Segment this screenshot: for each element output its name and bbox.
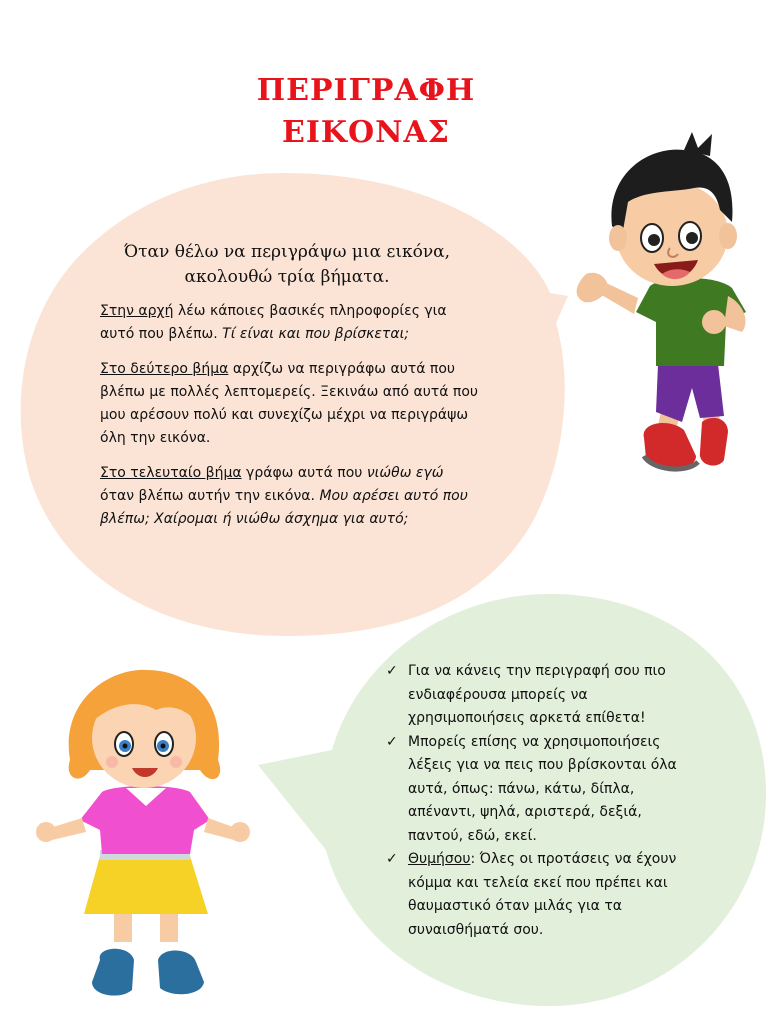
step-3-paragraph (100, 462, 480, 531)
tip-item-remember (386, 848, 686, 942)
tip-item-adjectives-text: Για να κάνεις την περιγραφή σου πιο ενδιαφέρουσα μπορείς να χρησιμοποιήσεις αρκετά επίθετα! (408, 663, 666, 726)
tip-item-positions (386, 731, 686, 849)
step-3-text-2: όταν βλέπω αυτήν την εικόνα. (100, 488, 320, 504)
speech-bubble-tips (250, 590, 768, 1010)
step-3-text-1: γράφω αυτά που (241, 465, 367, 481)
girl-illustration (30, 660, 256, 1006)
tips-list (386, 660, 686, 942)
tip-item-adjectives (386, 660, 686, 731)
checkmark-icon: ✓ (386, 663, 398, 679)
checkmark-icon: ✓ (386, 851, 398, 867)
step-3-label: Στο τελευταίο βήμα (100, 465, 242, 481)
title-line-1: ΠΕΡΙΓΡΑΦΗ (256, 73, 476, 108)
step-1-paragraph (100, 300, 480, 346)
step-3-question: Μου αρέσει αυτό που βλέπω; Χαίρομαι ή νιώθω άσχημα για αυτό; (100, 488, 468, 527)
checkmark-icon: ✓ (386, 733, 398, 750)
remember-label: Θυμήσου (408, 851, 471, 867)
step-1-text: λέω κάποιες βασικές πληροφορίες για αυτό που βλέπω. (100, 303, 447, 342)
tip-item-positions-text: Μπορείς επίσης να χρησιμοποιήσεις λέξεις για να πεις που βρίσκονται όλα αυτά, όπως: πάνω, κάτω, δίπλα, απέναντι, ψηλά, αριστερά, δεξιά, παντού, εδώ, εκεί. (408, 733, 677, 844)
step-2-label: Στο δεύτερο βήμα (100, 361, 229, 377)
speech-bubble-steps (12, 168, 572, 638)
tip-item-remember-text: : Όλες οι προτάσεις να έχουν κόμμα και τελεία εκεί που πρέπει και θαυμαστικό όταν μιλάς για τα συναισθήματά σου. (408, 851, 677, 938)
intro-text: Όταν θέλω να περιγράψω μια εικόνα, ακολουθώ τρία βήματα. (123, 242, 451, 287)
step-1-label: Στην αρχή (100, 303, 174, 319)
title-line-2: ΕΙΚΟΝΑΣ (281, 115, 450, 150)
step-3-italic: νιώθω εγώ (366, 465, 444, 481)
boy-illustration (566, 126, 754, 482)
steps-text-block (100, 240, 480, 543)
step-1-question: Τί είναι και που βρίσκεται; (222, 326, 410, 342)
step-2-paragraph (100, 358, 480, 450)
step-2-text: αρχίζω να περιγράφω αυτά που βλέπω με πολλές λεπτομερείς. Ξεκινάω από αυτά που μου αρέσουν πολύ και συνεχίζω μέχρι να περιγράψω όλη την εικόνα. (100, 361, 478, 446)
